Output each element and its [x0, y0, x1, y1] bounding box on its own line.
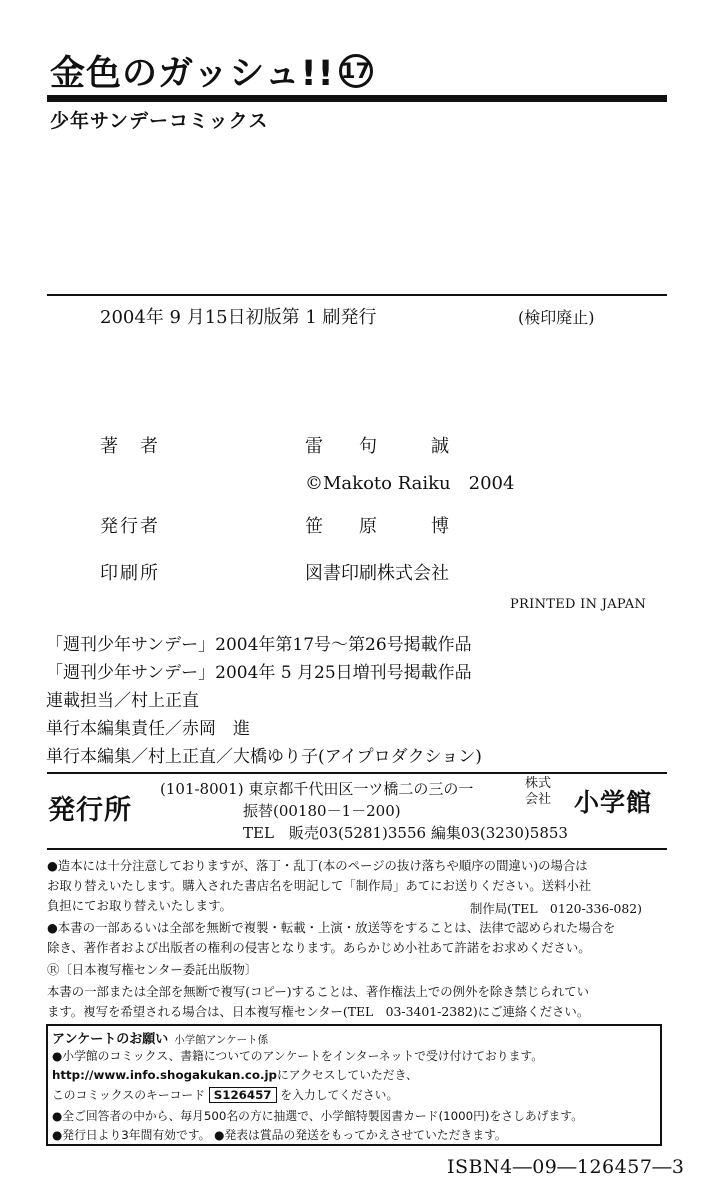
isbn: ISBN4―09―126457―3 [447, 1156, 685, 1178]
survey-code-suffix: を入力してください。 [280, 1088, 399, 1102]
survey-line: ●発行日より3年間有効です。 ●発表は賞品の発送をもってかえさせていただきます。 [52, 1128, 507, 1142]
note-line: お取り替えいたします。購入された書店名を明記して「制作局」あてにお送りください。送料小社 [47, 878, 592, 893]
credit-value-author: 雷 句 誠 [305, 436, 449, 457]
survey-subtitle: 小学館アンケート係 [174, 1034, 269, 1046]
note-line: ●造本には十分注意しておりますが、落丁・乱丁(本のページの抜け落ちや順序の間違い)の場合は [47, 858, 588, 873]
survey-url-suffix: にアクセスしていただき、 [276, 1068, 418, 1082]
title-divider [47, 95, 667, 102]
printed-in-japan: PRINTED IN JAPAN [510, 597, 647, 612]
survey-url-line [52, 1066, 418, 1083]
title-block [50, 46, 373, 96]
survey-line: ●小学館のコミックス、書籍についてのアンケートをインターネットで受け付けております。 [52, 1049, 544, 1063]
survey-key-code: S126457 [209, 1087, 277, 1103]
note-line: ます。複写を希望される場合は、日本複写権センター(TEL 03-3401-2382)にご連絡ください。 [47, 1004, 590, 1019]
credit-value-printer: 図書印刷株式会社 [305, 563, 449, 584]
series-name: 少年サンデーコミックス [50, 110, 269, 132]
publisher-tel: TEL 販売03(5281)3556 編集03(3230)5853 [243, 824, 568, 842]
company-type: 株式 会社 [525, 776, 552, 807]
credit-label-publisher-person: 発行者 [100, 516, 160, 537]
company-name: 小学館 [574, 788, 653, 817]
survey-url-link[interactable]: http://www.info.shogakukan.co.jp [52, 1068, 277, 1082]
survey-code-line [52, 1086, 398, 1103]
publisher-transfer: 振替(00180－1－200) [243, 802, 401, 820]
seal-note: (検印廃止) [518, 308, 595, 327]
note-line: ●本書の一部あるいは全部を無断で複製・転載・上演・放送等をすることは、法律で認められた場合を [47, 920, 616, 935]
notes-divider [47, 848, 667, 850]
history-line: 単行本編集／村上正直／大橋ゆり子(アイプロダクション) [46, 747, 482, 767]
copyright-line: ©Makoto Raiku 2004 [305, 473, 515, 494]
book-title: 金色のガッシュ!! [50, 54, 335, 94]
edition-date: 2004年 9 月15日初版第 1 刷発行 [100, 307, 377, 328]
volume-number-badge: 17 [339, 54, 373, 88]
publisher-divider [47, 772, 667, 774]
note-line: Ⓡ〔日本複写権センター委託出版物〕 [47, 962, 258, 977]
history-line: 「週刊少年サンデー」2004年 5 月25日増刊号掲載作品 [46, 663, 472, 683]
credit-label-printer: 印刷所 [100, 563, 160, 584]
credit-label-author: 著 者 [100, 436, 160, 457]
edition-divider [47, 294, 667, 296]
note-line: 本書の一部または全部を無断で複写(コピー)することは、著作権法上での例外を除き禁じられてい [47, 984, 589, 999]
history-line: 連載担当／村上正直 [46, 691, 199, 711]
survey-line: ●全ご回答者の中から、毎月500名の方に抽選で、小学館特製図書カード(1000円)をさしあげます。 [52, 1109, 583, 1123]
production-contact: 制作局(TEL 0120-336-082) [470, 901, 642, 916]
credit-value-publisher-person: 笹 原 博 [305, 516, 449, 537]
history-line: 「週刊少年サンデー」2004年第17号～第26号掲載作品 [46, 635, 472, 655]
note-line: 負担にてお取り替えいたします。 [47, 898, 232, 913]
survey-code-prefix: このコミックスのキーコード [52, 1088, 206, 1102]
history-line: 単行本編集責任／赤岡 進 [46, 719, 250, 739]
publisher-address: (101-8001) 東京都千代田区一ツ橋二の三の一 [160, 780, 474, 798]
survey-title: アンケートのお願い [52, 1032, 169, 1047]
survey-header [52, 1028, 268, 1047]
note-line: 除き、著作者および出版者の権利の侵害となります。あらかじめ小社あて許諾をお求めください。 [47, 940, 591, 955]
publisher-label: 発行所 [48, 795, 132, 826]
